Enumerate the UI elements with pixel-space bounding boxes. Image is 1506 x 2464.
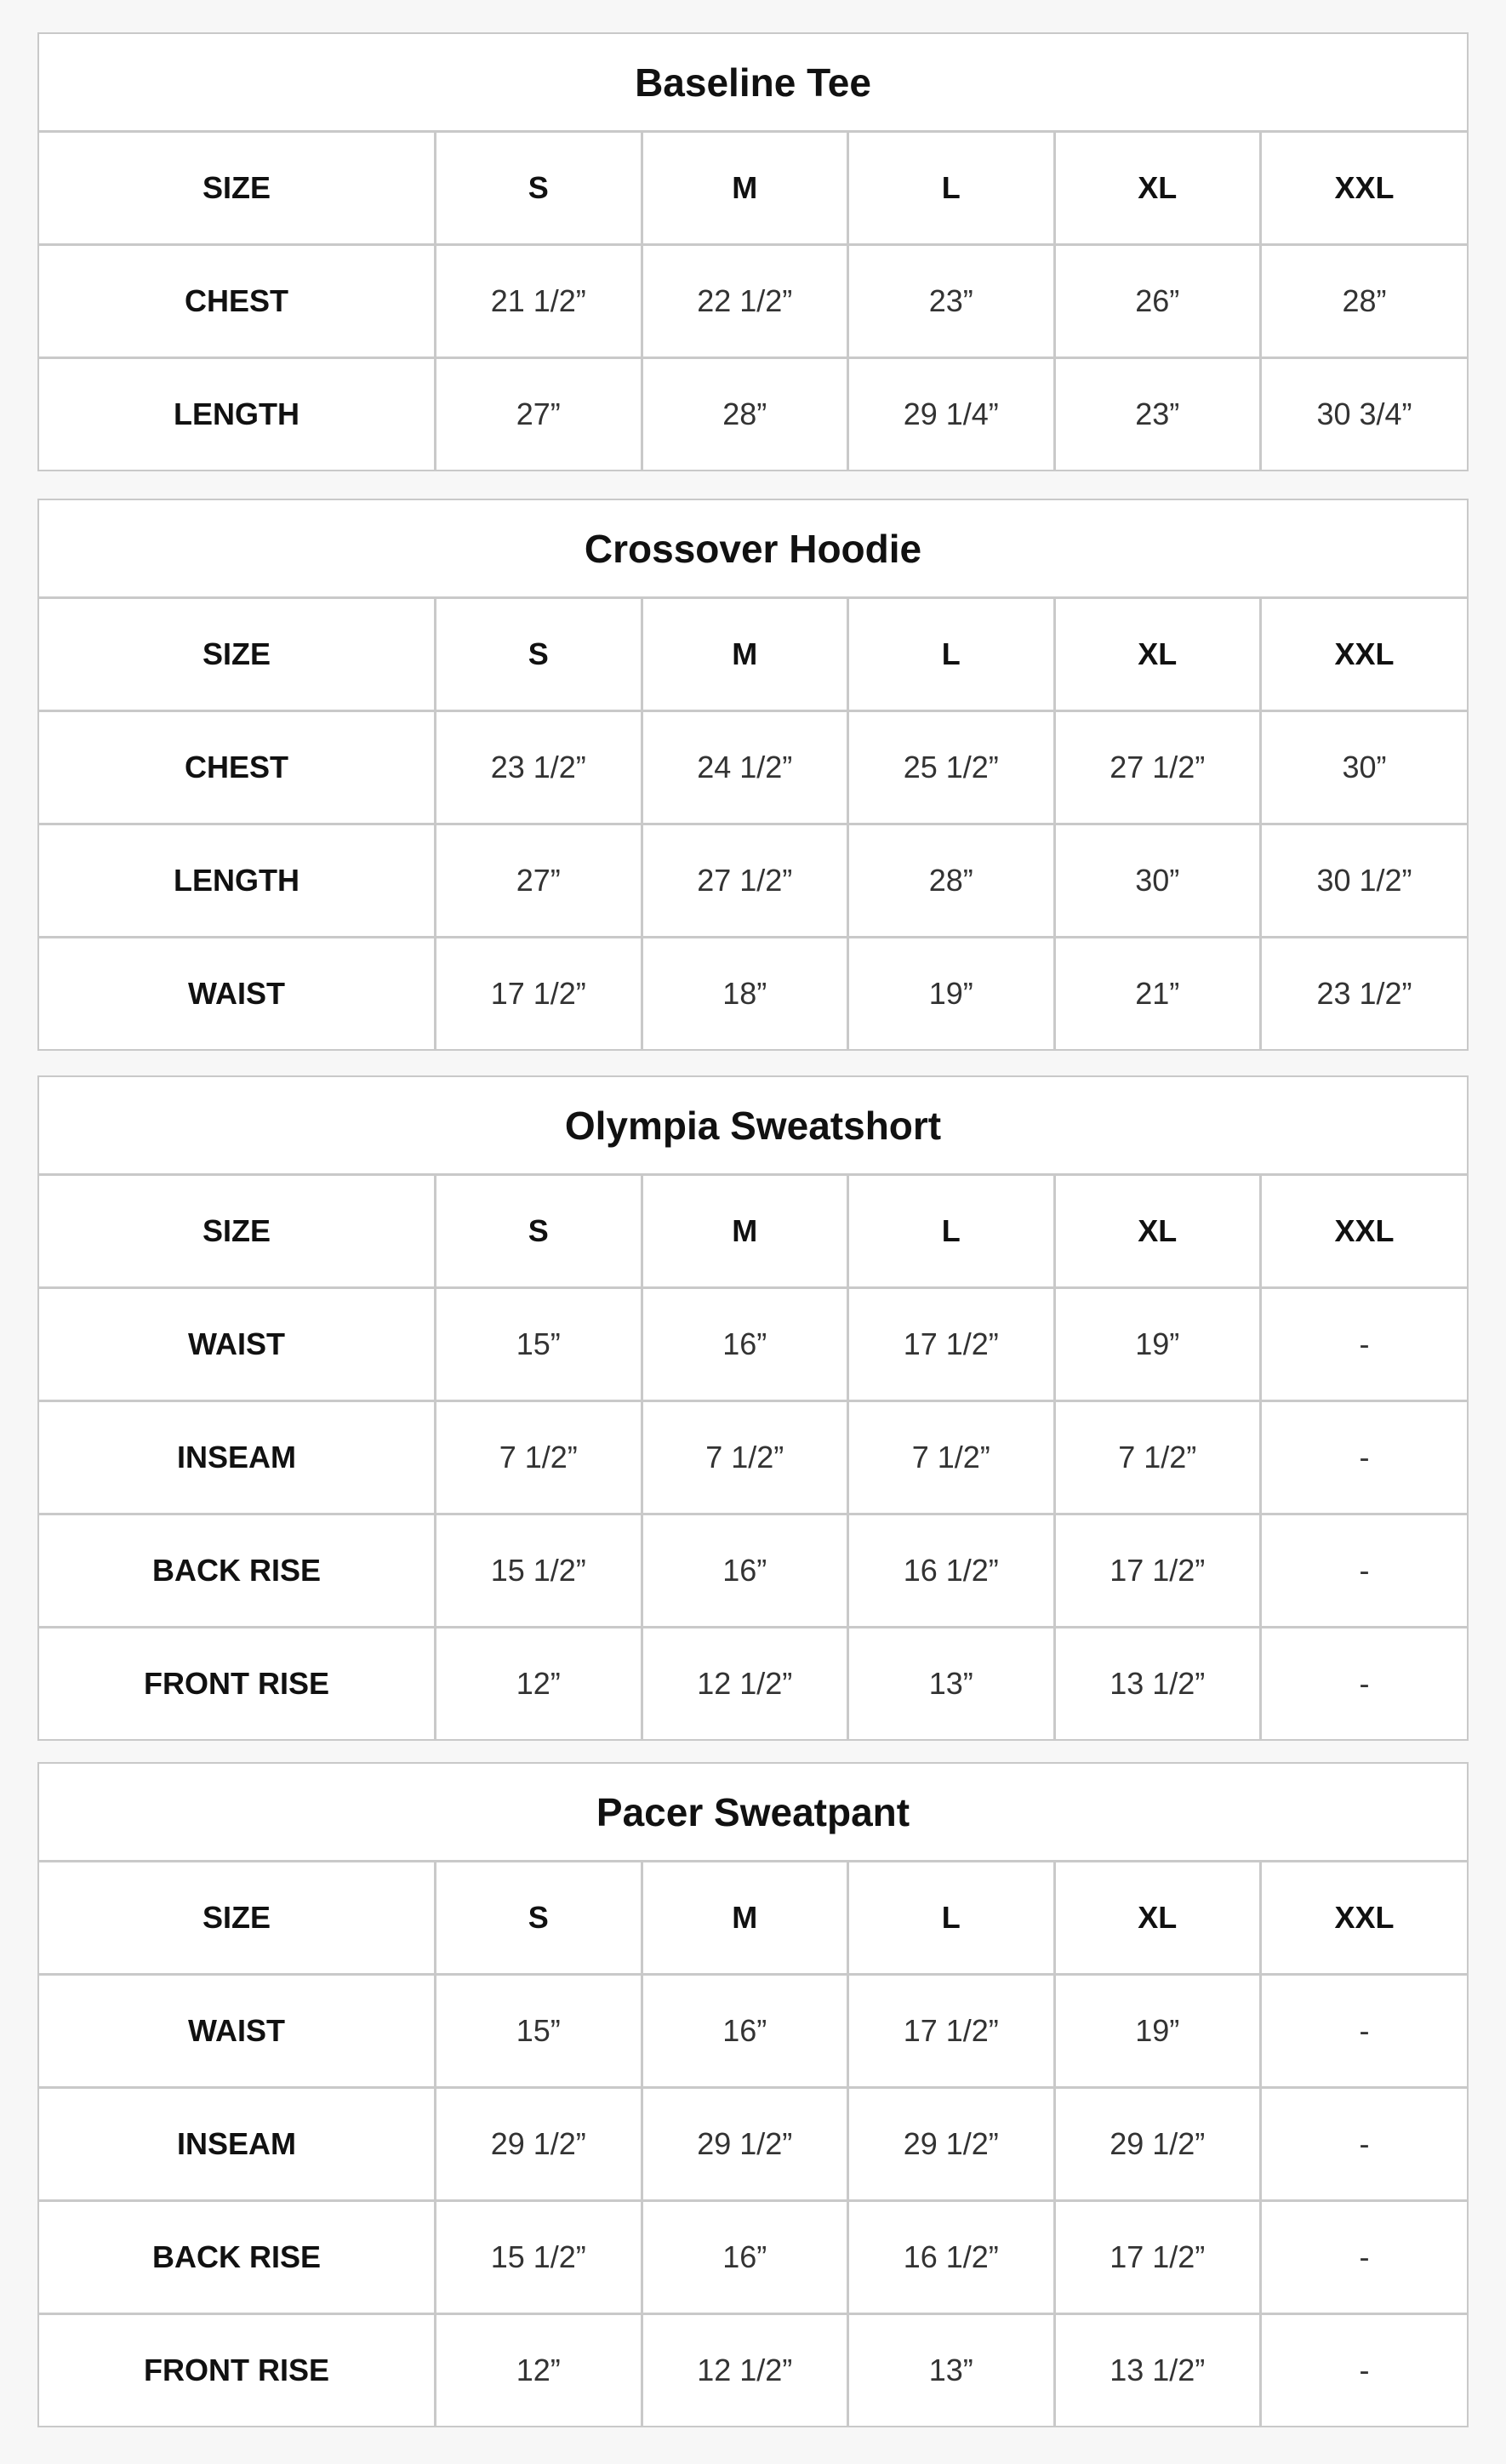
chart-title: Baseline Tee <box>39 34 1467 133</box>
chart-title: Olympia Sweatshort <box>39 1077 1467 1176</box>
value-cell: 12” <box>436 2314 642 2427</box>
value-cell: 7 1/2” <box>848 1401 1055 1514</box>
value-cell: 24 1/2” <box>642 711 848 824</box>
value-cell: - <box>1261 2088 1468 2201</box>
value-cell: - <box>1261 1401 1468 1514</box>
value-cell: 29 1/2” <box>436 2088 642 2201</box>
value-cell: - <box>1359 1666 1370 1701</box>
row-label: LENGTH <box>39 824 436 938</box>
header-cell: XL <box>1054 1176 1261 1288</box>
value-cell: 7 1/2” <box>1054 1401 1261 1514</box>
table-row <box>39 1514 1467 1628</box>
value-cell: 26” <box>1054 245 1261 358</box>
header-cell: XXL <box>1261 1862 1468 1975</box>
value-cell: 15 1/2” <box>436 2201 642 2314</box>
table-row <box>39 1288 1467 1401</box>
header-cell: S <box>436 133 642 245</box>
header-row <box>39 1176 1467 1288</box>
value-cell: 17 1/2” <box>1054 1514 1261 1628</box>
header-cell: S <box>436 1862 642 1975</box>
table-row <box>39 358 1467 471</box>
value-cell: 13” <box>848 1628 1055 1740</box>
value-cell: 19” <box>1054 1975 1261 2088</box>
header-cell: XL <box>1054 133 1261 245</box>
header-cell: S <box>436 599 642 711</box>
value-cell: 28” <box>1261 245 1468 358</box>
size-chart-pacer-sweatpant <box>37 1762 1469 2427</box>
value-cell: 29 1/4” <box>848 358 1055 471</box>
value-cell: 7 1/2” <box>436 1401 642 1514</box>
value-cell: 19” <box>848 938 1055 1050</box>
row-label: INSEAM <box>39 2088 436 2201</box>
value-cell: 12 1/2” <box>642 1628 848 1740</box>
header-cell: SIZE <box>39 133 436 245</box>
row-label: FRONT RISE <box>39 1628 436 1740</box>
size-table <box>39 133 1467 470</box>
value-cell: 23” <box>1054 358 1261 471</box>
header-cell: SIZE <box>39 1862 436 1975</box>
table-row <box>39 2314 1467 2427</box>
value-cell: 17 1/2” <box>848 1288 1055 1401</box>
row-label: FRONT RISE <box>39 2314 436 2427</box>
header-cell: L <box>848 133 1055 245</box>
value-cell: 21” <box>1054 938 1261 1050</box>
value-cell: 16 1/2” <box>848 2201 1055 2314</box>
header-cell: L <box>848 1176 1055 1288</box>
row-label: WAIST <box>39 1288 436 1401</box>
size-chart-baseline-tee <box>37 32 1469 471</box>
value-cell: 30” <box>1054 824 1261 938</box>
value-cell: 16” <box>642 1514 848 1628</box>
value-cell: 23” <box>848 245 1055 358</box>
header-cell: M <box>642 599 848 711</box>
value-cell: 17 1/2” <box>1054 2201 1261 2314</box>
row-label: WAIST <box>39 1975 436 2088</box>
value-cell: 27 1/2” <box>642 824 848 938</box>
size-table <box>39 599 1467 1049</box>
value-cell: 27 1/2” <box>1054 711 1261 824</box>
table-row <box>39 2201 1467 2314</box>
value-cell: 27” <box>436 358 642 471</box>
size-table <box>39 1176 1467 1739</box>
value-cell: 7 1/2” <box>642 1401 848 1514</box>
value-cell: 22 1/2” <box>642 245 848 358</box>
header-cell: SIZE <box>39 1176 436 1288</box>
chart-title: Pacer Sweatpant <box>39 1764 1467 1862</box>
header-cell: SIZE <box>39 599 436 711</box>
header-row <box>39 599 1467 711</box>
value-cell: - <box>1261 1975 1468 2088</box>
value-cell: - <box>1261 1288 1468 1401</box>
value-cell: 23 1/2” <box>1316 976 1412 1011</box>
value-cell: 30 1/2” <box>1261 824 1468 938</box>
value-cell: 16” <box>642 1288 848 1401</box>
value-cell: 15 1/2” <box>436 1514 642 1628</box>
value-cell: 13 1/2” <box>1054 2314 1261 2427</box>
table-row <box>39 245 1467 358</box>
header-row <box>39 1862 1467 1975</box>
header-cell: L <box>848 1862 1055 1975</box>
value-cell: 17 1/2” <box>436 938 642 1050</box>
row-label: BACK RISE <box>39 2201 436 2314</box>
value-cell: 12” <box>436 1628 642 1740</box>
row-label: WAIST <box>39 938 436 1050</box>
value-cell: 19” <box>1054 1288 1261 1401</box>
value-cell: 18” <box>642 938 848 1050</box>
value-cell: 29 1/2” <box>1054 2088 1261 2201</box>
header-cell: S <box>436 1176 642 1288</box>
header-cell: M <box>642 133 848 245</box>
row-label: LENGTH <box>39 358 436 471</box>
value-cell: 28” <box>642 358 848 471</box>
header-cell: XXL <box>1261 133 1468 245</box>
value-cell: 16” <box>642 2201 848 2314</box>
table-row <box>39 824 1467 938</box>
table-row <box>39 1975 1467 2088</box>
value-cell: - <box>1261 2201 1468 2314</box>
value-cell: 16 1/2” <box>848 1514 1055 1628</box>
value-cell: 25 1/2” <box>848 711 1055 824</box>
row-label: BACK RISE <box>39 1514 436 1628</box>
table-row <box>39 938 1467 1050</box>
size-table <box>39 1862 1467 2426</box>
value-cell: 29 1/2” <box>642 2088 848 2201</box>
table-row <box>39 1628 1467 1740</box>
value-cell: 17 1/2” <box>848 1975 1055 2088</box>
value-cell: 23 1/2” <box>436 711 642 824</box>
value-cell: 28” <box>848 824 1055 938</box>
row-label: CHEST <box>39 245 436 358</box>
header-cell: XL <box>1054 599 1261 711</box>
value-cell: 12 1/2” <box>642 2314 848 2427</box>
header-row <box>39 133 1467 245</box>
header-cell: L <box>848 599 1055 711</box>
header-cell: XL <box>1054 1862 1261 1975</box>
row-label: CHEST <box>39 711 436 824</box>
size-chart-crossover-hoodie <box>37 499 1469 1051</box>
value-cell: 13” <box>848 2314 1055 2427</box>
chart-title: Crossover Hoodie <box>39 500 1467 599</box>
value-cell: 30 3/4” <box>1316 396 1412 431</box>
header-cell: XXL <box>1261 1176 1468 1288</box>
table-row <box>39 2088 1467 2201</box>
value-cell: - <box>1261 1514 1468 1628</box>
header-cell: XXL <box>1261 599 1468 711</box>
header-cell: M <box>642 1862 848 1975</box>
value-cell: 15” <box>436 1288 642 1401</box>
value-cell: 27” <box>436 824 642 938</box>
table-row <box>39 1401 1467 1514</box>
value-cell: 13 1/2” <box>1054 1628 1261 1740</box>
table-row <box>39 711 1467 824</box>
row-label: INSEAM <box>39 1401 436 1514</box>
value-cell: 30” <box>1261 711 1468 824</box>
value-cell: 15” <box>436 1975 642 2088</box>
value-cell: - <box>1359 2353 1370 2387</box>
value-cell: 16” <box>642 1975 848 2088</box>
header-cell: M <box>642 1176 848 1288</box>
value-cell: 21 1/2” <box>436 245 642 358</box>
size-chart-olympia-sweatshort <box>37 1075 1469 1741</box>
value-cell: 29 1/2” <box>848 2088 1055 2201</box>
